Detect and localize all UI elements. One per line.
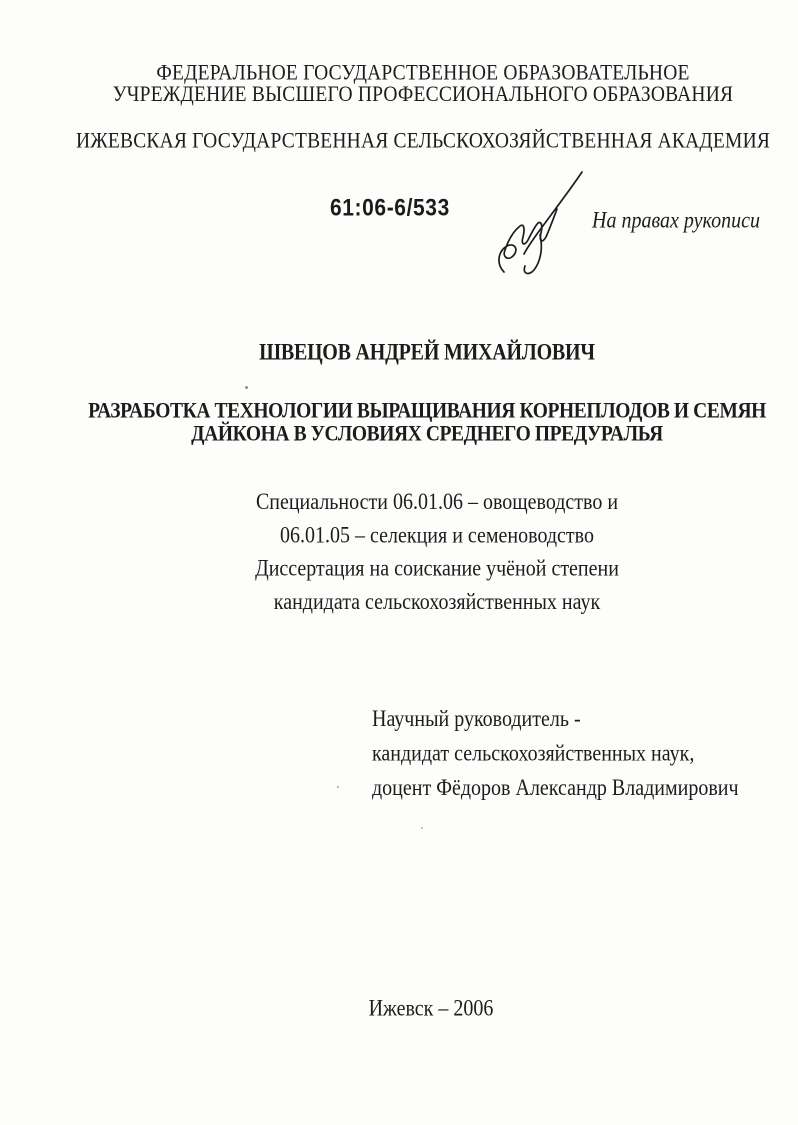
author-name: ШВЕЦОВ АНДРЕЙ МИХАЙЛОВИЧ bbox=[259, 340, 595, 366]
supervisor-label: Научный руководитель - bbox=[372, 706, 581, 732]
institution-line2: УЧРЕЖДЕНИЕ ВЫСШЕГО ПРОФЕССИОНАЛЬНОГО ОБРАЗОВАНИЯ bbox=[112, 82, 734, 107]
institution-line1: ФЕДЕРАЛЬНОЕ ГОСУДАРСТВЕННОЕ ОБРАЗОВАТЕЛЬНОЕ bbox=[156, 60, 690, 85]
scan-speck bbox=[421, 827, 423, 829]
supervisor-block bbox=[372, 702, 739, 806]
specialties-degree-block bbox=[62, 486, 798, 619]
city-year: Ижевск – 2006 bbox=[368, 996, 494, 1022]
academy-name: ИЖЕВСКАЯ ГОСУДАРСТВЕННАЯ СЕЛЬСКОХОЗЯЙСТВЕННАЯ АКАДЕМИЯ bbox=[75, 129, 771, 154]
degree-line1: Диссертация на соискание учёной степени bbox=[255, 556, 619, 582]
specialty-line2: 06.01.05 – селекция и семеноводство bbox=[280, 522, 594, 549]
title-line1: РАЗРАБОТКА ТЕХНОЛОГИИ ВЫРАЩИВАНИЯ КОРНЕПЛОДОВ И СЕМЯН bbox=[88, 398, 766, 423]
dissertation-title bbox=[52, 400, 798, 446]
supervisor-degree: кандидат сельскохозяйственных наук, bbox=[372, 741, 695, 767]
supervisor-name: доцент Фёдоров Александр Владимирович bbox=[372, 775, 739, 801]
specialty-line1: Специальности 06.01.06 – овощеводство и bbox=[255, 489, 619, 515]
scan-speck bbox=[245, 386, 248, 389]
title-line2: ДАЙКОНА В УСЛОВИЯХ СРЕДНЕГО ПРЕДУРАЛЬЯ bbox=[191, 421, 663, 446]
institution-header bbox=[48, 62, 798, 106]
degree-line2: кандидата сельскохозяйственных наук bbox=[273, 589, 601, 615]
catalog-code: 61:06-6/533 bbox=[330, 194, 450, 222]
scan-speck bbox=[337, 786, 339, 788]
manuscript-rights-note: На правах рукописи bbox=[592, 208, 760, 234]
